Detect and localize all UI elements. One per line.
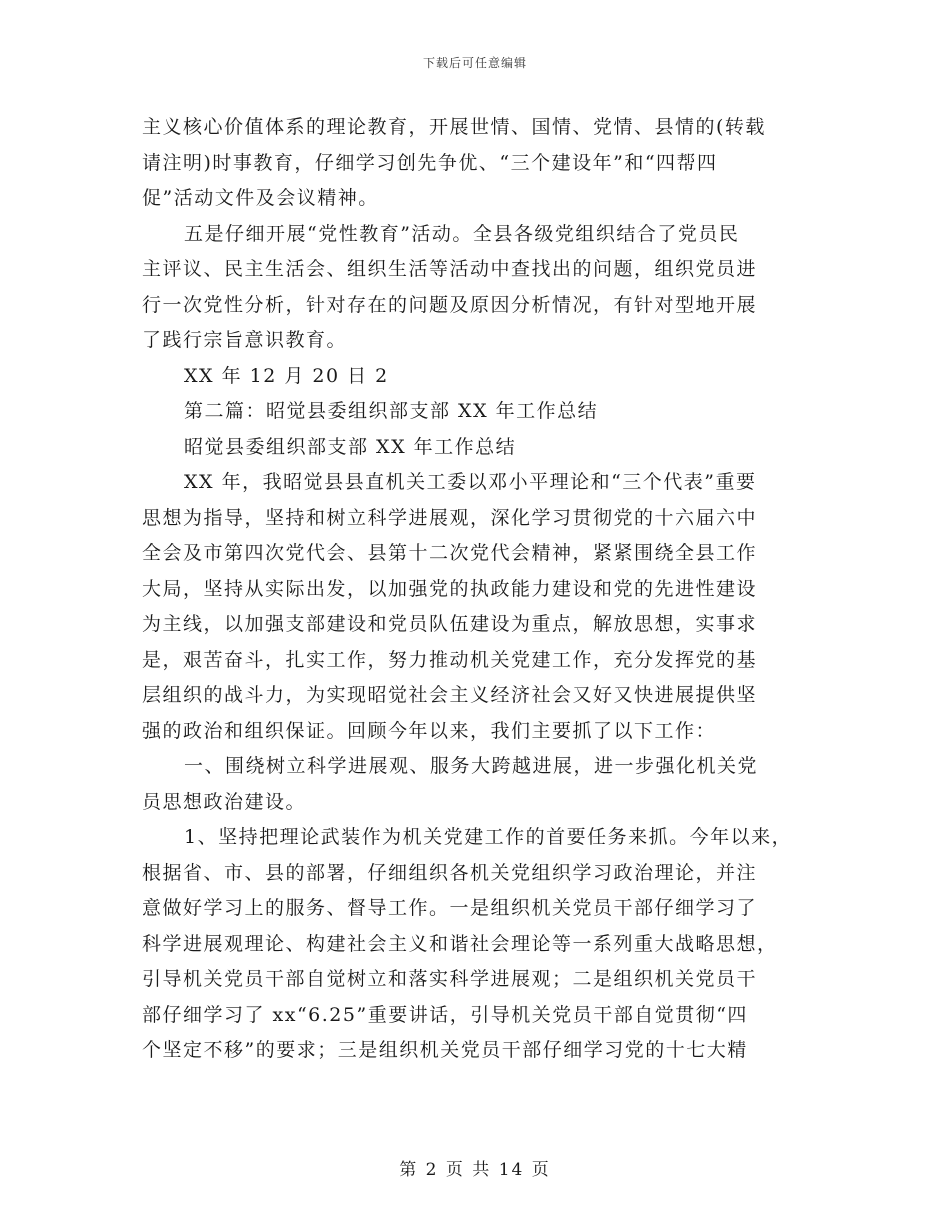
text-line: 全会及市第四次党代会、县第十二次党代会精神，紧紧围绕全县工作 xyxy=(142,542,758,564)
text-line: XX 年，我昭觉县县直机关工委以邓小平理论和“三个代表”重要 xyxy=(184,471,757,493)
text-line: 科学进展观理论、构建社会主义和谐社会理论等一系列重大战略思想， xyxy=(142,932,778,955)
text-line: 行一次党性分析，针对存在的问题及原因分析情况，有针对型地开展 xyxy=(142,293,758,316)
text-line: 主评议、民主生活会、组织生活等活动中查找出的问题，组织党员进 xyxy=(142,258,758,280)
text-line: 促”活动文件及会议精神。 xyxy=(142,187,379,209)
text-line: 了践行宗旨意识教育。 xyxy=(142,329,348,351)
text-line: 为主线，以加强支部建设和党员队伍建设为重点，解放思想，实事求 xyxy=(142,613,758,635)
text-line: 根据省、市、县的部署，仔细组织各机关党组织学习政治理论，并注 xyxy=(142,861,758,884)
text-line: 主义核心价值体系的理论教育，开展世情、国情、党情、县情的(转载 xyxy=(142,116,766,138)
header-note: 下载后可任意编辑 xyxy=(422,56,527,70)
text-line: 思想为指导，坚持和树立科学进展观，深化学习贯彻党的十六届六中 xyxy=(142,506,758,529)
text-line: 个坚定不移”的要求；三是组织机关党员干部仔细学习党的十七大精 xyxy=(142,1039,748,1061)
text-line: 员思想政治建设。 xyxy=(142,790,307,813)
text-line: 层组织的战斗力，为实现昭觉社会主义经济社会又好又快进展提供坚 xyxy=(142,684,758,706)
text-line: 引导机关党员干部自觉树立和落实科学进展观；二是组织机关党员干 xyxy=(142,968,758,990)
text-line: 大局，坚持从实际出发，以加强党的执政能力建设和党的先进性建设 xyxy=(142,577,758,600)
text-line: 意做好学习上的服务、督导工作。一是组织机关党员干部仔细学习了 xyxy=(142,897,758,919)
text-line: 部仔细学习了 xx“6.25”重要讲话，引导机关党员干部自觉贯彻“四 xyxy=(142,1003,748,1026)
text-line: 1、坚持把理论武装作为机关党建工作的首要任务来抓。今年以来， xyxy=(184,826,793,848)
text-line: 请注明)时事教育，仔细学习创先争优、“三个建设年”和“四帮四 xyxy=(142,151,718,174)
text-line: 五是仔细开展“党性教育”活动。全县各级党组织结合了党员民 xyxy=(184,222,740,245)
text-line: XX 年 12 月 20 日 2 xyxy=(184,364,389,387)
text-line: 强的政治和组织保证。回顾今年以来，我们主要抓了以下工作： xyxy=(142,719,717,742)
document-body xyxy=(142,110,842,1069)
text-line: 昭觉县委组织部支部 XX 年工作总结 xyxy=(184,435,517,458)
page-number: 第 2 页 共 14 页 xyxy=(399,1160,551,1180)
text-line: 第二篇：昭觉县委组织部支部 XX 年工作总结 xyxy=(184,400,599,422)
text-line: 是，艰苦奋斗，扎实工作，努力推动机关党建工作，充分发挥党的基 xyxy=(142,648,758,671)
text-line: 一、围绕树立科学进展观、服务大跨越进展，进一步强化机关党 xyxy=(184,755,759,777)
